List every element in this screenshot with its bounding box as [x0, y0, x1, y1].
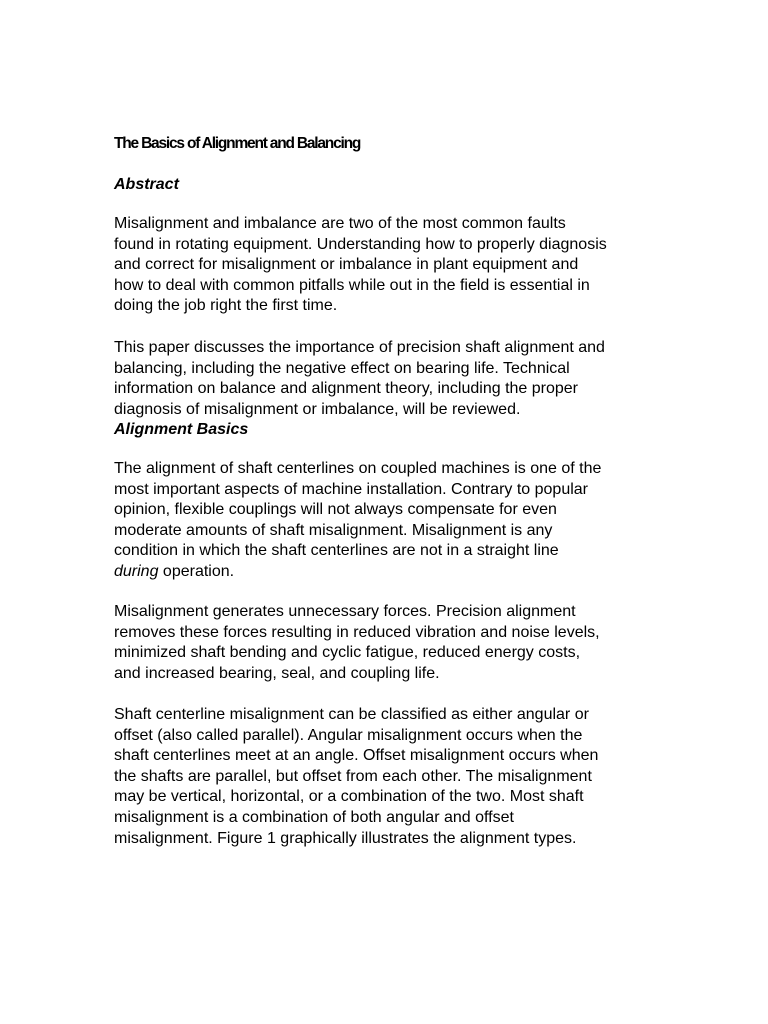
alignment-paragraph-2 [114, 602, 674, 684]
text-line: offset (also called parallel). Angular misalignment occurs when the [114, 726, 583, 744]
document-title: The Basics of Alignment and Balancing [114, 135, 361, 152]
text-line: diagnosis of misalignment or imbalance, will be reviewed. [114, 400, 521, 418]
text-line: information on balance and alignment theory, including the proper [114, 380, 578, 398]
text-line: condition in which the shaft centerlines are not in a straight line [114, 542, 559, 560]
text-line: Misalignment and imbalance are two of the most common faults [114, 215, 566, 232]
text-line: The alignment of shaft centerlines on coupled machines is one of the [114, 460, 602, 477]
text-line: misalignment. Figure 1 graphically illustrates the alignment types. [114, 829, 577, 847]
text-line: balancing, including the negative effect on bearing life. Technical [114, 359, 570, 377]
text-line: may be vertical, horizontal, or a combination of the two. Most shaft [114, 788, 584, 806]
text-line: Misalignment generates unnecessary forces. Precision alignment [114, 603, 576, 620]
text-line: removes these forces resulting in reduced vibration and noise levels, [114, 623, 600, 641]
alignment-basics-heading: Alignment Basics [114, 421, 249, 438]
text-line: found in rotating equipment. Understanding how to properly diagnosis [114, 235, 607, 253]
emphasis-word: during [114, 562, 159, 580]
abstract-heading: Abstract [114, 176, 179, 193]
alignment-paragraph-1 [114, 459, 674, 583]
text-line: misalignment is a combination of both angular and offset [114, 808, 514, 826]
text-line-with-emphasis [114, 562, 674, 583]
text-line: and increased bearing, seal, and coupling life. [114, 664, 440, 682]
text-line: the shafts are parallel, but offset from each other. The misalignment [114, 767, 592, 785]
text-fragment: operation. [158, 562, 235, 580]
abstract-paragraph-2 [114, 338, 674, 420]
text-line: opinion, flexible couplings will not always compensate for even [114, 501, 557, 519]
text-line: shaft centerlines meet at an angle. Offset misalignment occurs when [114, 747, 599, 765]
text-line: doing the job right the first time. [114, 297, 338, 315]
text-line: moderate amounts of shaft misalignment. Misalignment is any [114, 521, 553, 539]
abstract-paragraph-1 [114, 214, 674, 317]
text-line: and correct for misalignment or imbalance in plant equipment and [114, 256, 579, 274]
alignment-paragraph-3 [114, 705, 674, 849]
text-line: minimized shaft bending and cyclic fatigue, reduced energy costs, [114, 644, 581, 662]
text-line: This paper discusses the importance of precision shaft alignment and [114, 339, 605, 356]
text-line: how to deal with common pitfalls while out in the field is essential in [114, 276, 590, 294]
text-line: most important aspects of machine installation. Contrary to popular [114, 480, 589, 498]
text-line: Shaft centerline misalignment can be classified as either angular or [114, 706, 589, 723]
